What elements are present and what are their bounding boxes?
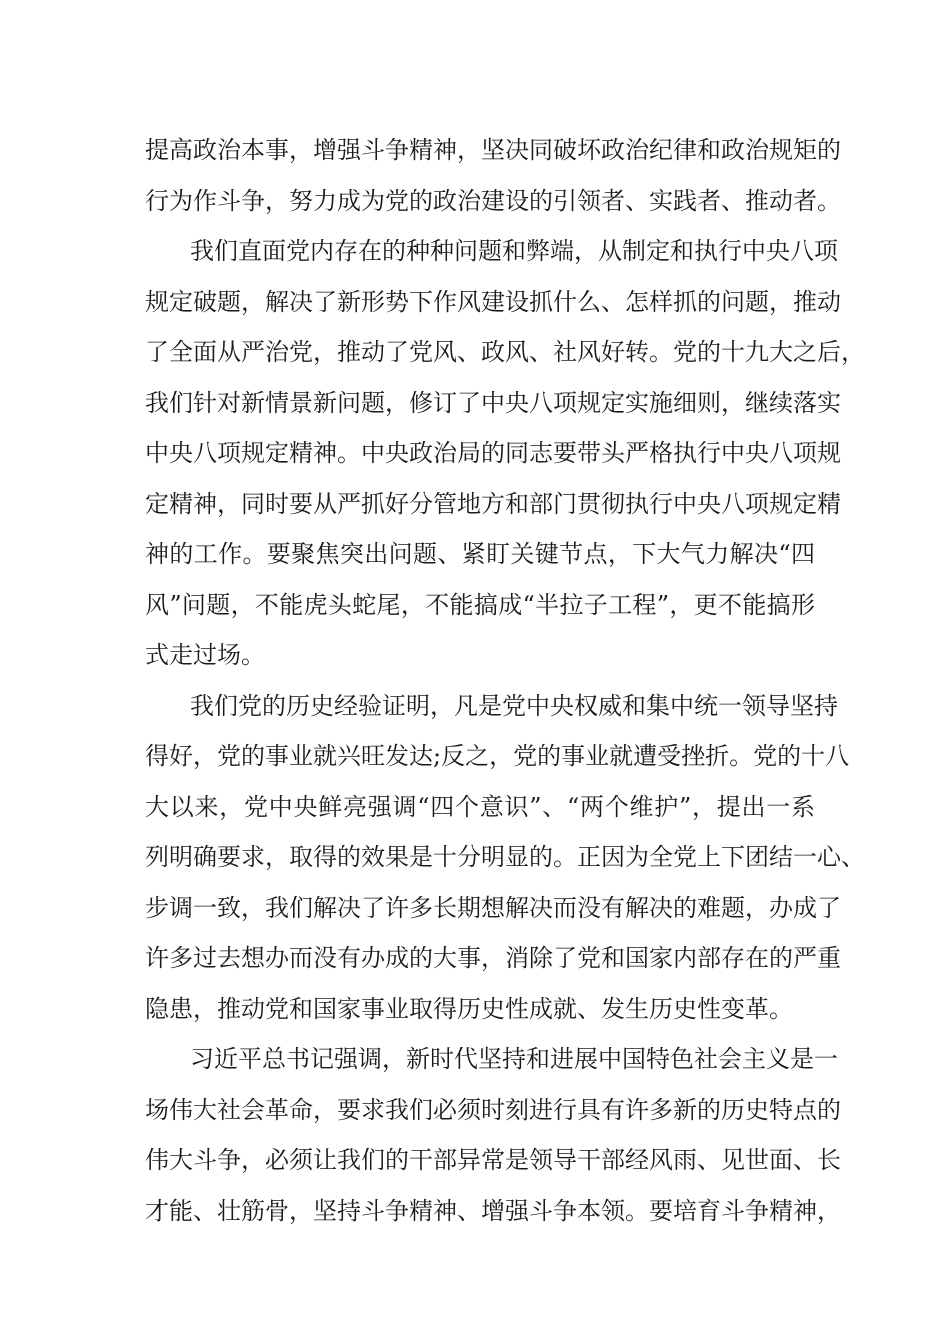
text-line-19: 习近平总书记强调，新时代坚持和进展中国特色社会主义是一	[190, 1045, 838, 1073]
text-line-3: 我们直面党内存在的种种问题和弊端，从制定和执行中央八项	[190, 237, 838, 265]
text-line-17: 许多过去想办而没有办成的大事，消除了党和国家内部存在的严重	[145, 944, 841, 972]
text-line-14: 大以来，党中央鲜亮强调“四个意识”、“两个维护”，提出一系	[145, 793, 815, 821]
text-line-16: 步调一致，我们解决了许多长期想解决而没有解决的难题，办成了	[145, 894, 841, 922]
text-line-5: 了全面从严治党，推动了党风、政风、社风好转。党的十九大之后，	[145, 338, 865, 366]
text-line-6: 我们针对新情景新问题，修订了中央八项规定实施细则，继续落实	[145, 389, 841, 417]
text-line-8: 定精神，同时要从严抓好分管地方和部门贯彻执行中央八项规定精	[145, 490, 841, 518]
text-line-15: 列明确要求，取得的效果是十分明显的。正因为全党上下团结一心、	[145, 843, 865, 871]
text-line-9: 神的工作。要聚焦突出问题、紧盯关键节点，下大气力解决“四	[145, 540, 815, 568]
text-line-4: 规定破题，解决了新形势下作风建设抓什么、怎样抓的问题，推动	[145, 288, 841, 316]
text-line-1: 提高政治本事，增强斗争精神，坚决同破坏政治纪律和政治规矩的	[145, 136, 841, 164]
text-line-22: 才能、壮筋骨，坚持斗争精神、增强斗争本领。要培育斗争精神，	[145, 1197, 841, 1225]
text-line-11: 式走过场。	[145, 641, 265, 669]
text-line-18: 隐患，推动党和国家事业取得历史性成就、发生历史性变革。	[145, 995, 793, 1023]
text-line-13: 得好，党的事业就兴旺发达;反之，党的事业就遭受挫折。党的十八	[145, 742, 850, 770]
text-line-10: 风”问题，不能虎头蛇尾，不能搞成“半拉子工程”，更不能搞形	[145, 591, 815, 619]
text-line-12: 我们党的历史经验证明，凡是党中央权威和集中统一领导坚持	[190, 692, 838, 720]
text-line-21: 伟大斗争，必须让我们的干部异常是领导干部经风雨、见世面、长	[145, 1146, 841, 1174]
text-line-7: 中央八项规定精神。中央政治局的同志要带头严格执行中央八项规	[145, 439, 841, 467]
text-line-20: 场伟大社会革命，要求我们必须时刻进行具有许多新的历史特点的	[145, 1096, 841, 1124]
text-line-2: 行为作斗争，努力成为党的政治建设的引领者、实践者、推动者。	[145, 187, 841, 215]
